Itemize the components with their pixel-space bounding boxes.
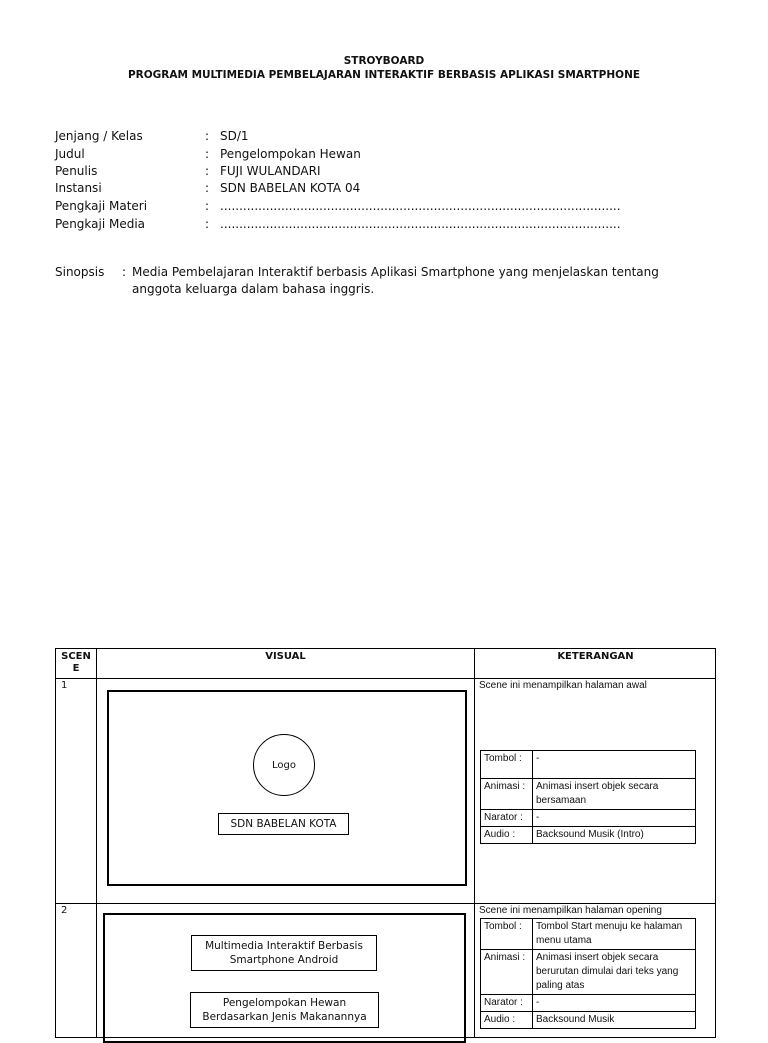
topic-title-text: Pengelompokan Hewan Berdasarkan Jenis Makanannya bbox=[202, 997, 367, 1023]
info-colon: : bbox=[205, 181, 210, 195]
school-name-box bbox=[218, 813, 349, 835]
detail-row bbox=[481, 919, 696, 950]
app-title-box bbox=[191, 935, 377, 971]
info-value: Pengelompokan Hewan bbox=[220, 147, 361, 161]
detail-row bbox=[481, 810, 696, 827]
detail-key: Narator : bbox=[481, 995, 533, 1012]
detail-key: Audio : bbox=[481, 827, 533, 844]
info-colon: : bbox=[205, 217, 210, 231]
detail-row bbox=[481, 1012, 696, 1029]
detail-key: Audio : bbox=[481, 1012, 533, 1029]
info-label: Instansi bbox=[55, 181, 102, 195]
column-divider bbox=[474, 648, 475, 1038]
detail-key: Tombol : bbox=[481, 919, 533, 950]
info-value: SDN BABELAN KOTA 04 bbox=[220, 181, 361, 195]
detail-row bbox=[481, 751, 696, 779]
topic-title-box bbox=[190, 992, 379, 1028]
synopsis-colon: : bbox=[122, 265, 127, 279]
document-subtitle: PROGRAM MULTIMEDIA PEMBELAJARAN INTERAKTIF BERBASIS APLIKASI SMARTPHONE bbox=[127, 69, 641, 81]
app-title-text: Multimedia Interaktif Berbasis Smartphone Android bbox=[205, 940, 363, 966]
detail-key: Animasi : bbox=[481, 950, 533, 995]
header-scene: SCEN E bbox=[61, 651, 91, 674]
header-keterangan: KETERANGAN bbox=[557, 651, 634, 662]
info-label: Penulis bbox=[55, 164, 98, 178]
info-value: FUJI WULANDARI bbox=[220, 164, 321, 178]
detail-value: Tombol Start menuju ke halaman menu utama bbox=[533, 919, 696, 950]
info-colon: : bbox=[205, 164, 210, 178]
scene-2-description: Scene ini menampilkan halaman opening bbox=[479, 905, 662, 916]
scene-2-details bbox=[480, 918, 696, 1029]
column-divider bbox=[96, 648, 97, 1038]
detail-row bbox=[481, 950, 696, 995]
info-colon: : bbox=[205, 199, 210, 213]
logo-label: Logo bbox=[272, 759, 296, 771]
synopsis-label: Sinopsis bbox=[55, 265, 105, 279]
info-value: ......................................................................................................... bbox=[220, 199, 621, 213]
info-colon: : bbox=[205, 147, 210, 161]
detail-value: Animasi insert objek secara bersamaan bbox=[533, 779, 696, 810]
header-visual: VISUAL bbox=[265, 651, 306, 662]
scene-number: 1 bbox=[61, 680, 68, 691]
detail-value: - bbox=[533, 751, 696, 779]
info-label: Judul bbox=[55, 147, 85, 161]
detail-key: Tombol : bbox=[481, 751, 533, 779]
info-label: Jenjang / Kelas bbox=[55, 129, 143, 143]
info-colon: : bbox=[205, 129, 210, 143]
scene-number: 2 bbox=[61, 905, 68, 916]
synopsis-text: Media Pembelajaran Interaktif berbasis Aplikasi Smartphone yang menjelaskan tentang anggota keluarga dalam bahasa inggris. bbox=[132, 265, 659, 296]
detail-row bbox=[481, 827, 696, 844]
school-name: SDN BABELAN KOTA bbox=[230, 818, 337, 830]
detail-row bbox=[481, 779, 696, 810]
detail-key: Animasi : bbox=[481, 779, 533, 810]
scene-1-details bbox=[480, 750, 696, 844]
info-label: Pengkaji Materi bbox=[55, 199, 148, 213]
detail-value: - bbox=[533, 810, 696, 827]
detail-value: - bbox=[533, 995, 696, 1012]
logo-placeholder bbox=[253, 734, 315, 796]
detail-row bbox=[481, 995, 696, 1012]
detail-key: Narator : bbox=[481, 810, 533, 827]
info-value: SD/1 bbox=[220, 129, 249, 143]
document-title: STROYBOARD bbox=[343, 55, 425, 67]
scene-1-description: Scene ini menampilkan halaman awal bbox=[479, 680, 647, 691]
detail-value: Backsound Musik (Intro) bbox=[533, 827, 696, 844]
detail-value: Animasi insert objek secara berurutan dimulai dari teks yang paling atas bbox=[533, 950, 696, 995]
info-label: Pengkaji Media bbox=[55, 217, 146, 231]
detail-value: Backsound Musik bbox=[533, 1012, 696, 1029]
info-value: ......................................................................................................... bbox=[220, 217, 621, 231]
